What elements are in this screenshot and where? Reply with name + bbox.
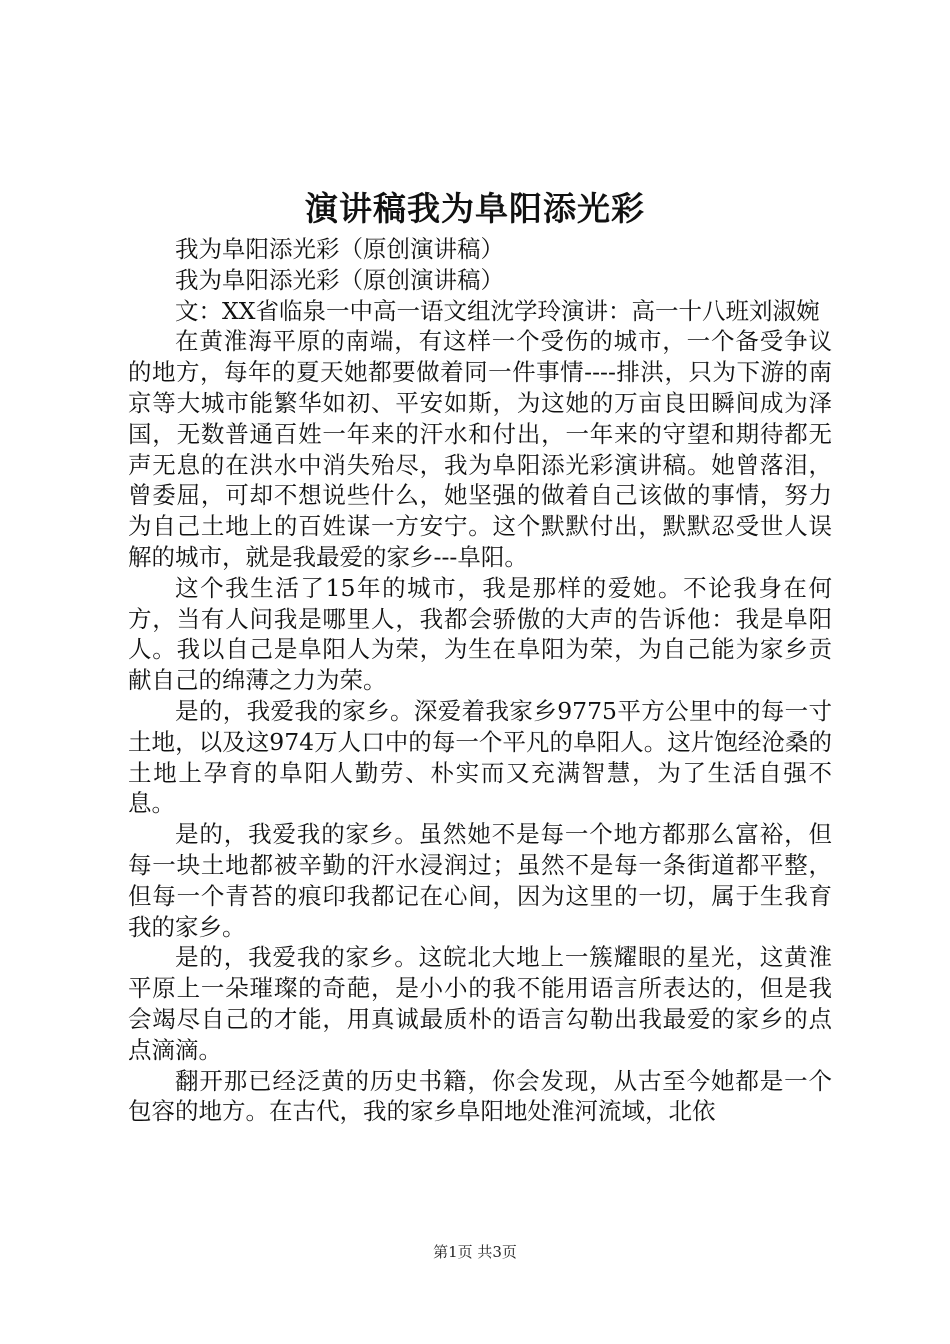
paragraph: 这个我生活了15年的城市，我是那样的爱她。不论我身在何方，当有人问我是哪里人，我都会骄傲的大声的告诉他：我是阜阳人。我以自己是阜阳人为荣，为生在阜阳为荣，为自己能为家乡贡献自己的绵薄之力为荣。 — [128, 573, 832, 695]
paragraph: 我为阜阳添光彩（原创演讲稿） — [175, 265, 504, 294]
paragraph: 是的，我爱我的家乡。虽然她不是每一个地方都那么富裕，但每一块土地都被辛勤的汗水浸润过；虽然不是每一条街道都平整，但每一个青苔的痕印我都记在心间，因为这里的一切，属于生我育我的家乡。 — [128, 820, 832, 941]
document-body — [128, 234, 832, 1127]
paragraph: 翻开那已经泛黄的历史书籍，你会发现，从古至今她都是一个包容的地方。在古代，我的家乡阜阳地处淮河流域，北依 — [128, 1066, 832, 1126]
paragraph: 文：XX省临泉一中高一语文组沈学玲演讲：高一十八班刘淑婉 — [175, 296, 820, 325]
paragraph: 我为阜阳添光彩（原创演讲稿） — [175, 235, 504, 263]
document-title: 演讲稿我为阜阳添光彩 — [305, 189, 645, 228]
paragraph: 是的，我爱我的家乡。深爱着我家乡9775平方公里中的每一寸土地，以及这974万人口中的每一个平凡的阜阳人。这片饱经沧桑的土地上孕育的阜阳人勤劳、朴实而又充满智慧，为了生活自强不息。 — [128, 696, 832, 818]
page-number-footer: 第1页 共3页 — [433, 1243, 517, 1261]
paragraph: 在黄淮海平原的南端，有这样一个受伤的城市，一个备受争议的地方，每年的夏天她都要做着同一件事情----排洪，只为下游的南京等大城市能繁华如初、平安如斯，为这她的万亩良田瞬间成为泽国，无数普通百姓一年来的汗水和付出，一年来的守望和期待都无声无息的在洪水中消失殆尽，我为阜阳添光彩演讲稿。她曾落泪，曾委屈，可却不想说些什么，她坚强的做着自己该做的事情，努力为自己土地上的百姓谋一方安宁。这个默默付出，默默忍受世人误解的城市，就是我最爱的家乡---阜阳。 — [128, 327, 832, 571]
paragraph: 是的，我爱我的家乡。这皖北大地上一簇耀眼的星光，这黄淮平原上一朵璀璨的奇葩，是小小的我不能用语言所表达的，但是我会竭尽自己的才能，用真诚最质朴的语言勾勒出我最爱的家乡的点点滴滴。 — [128, 943, 832, 1064]
